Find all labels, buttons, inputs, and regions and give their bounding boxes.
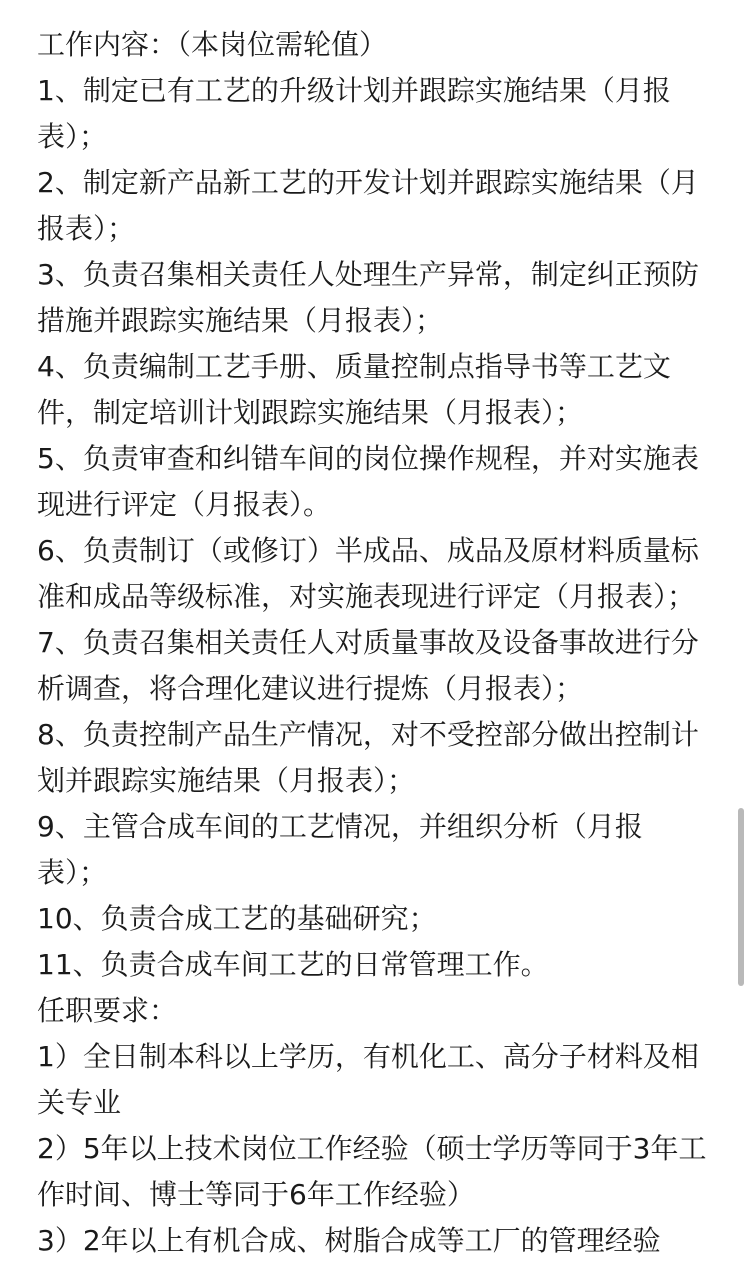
section-heading-requirements: 任职要求： <box>37 994 178 1027</box>
job-description-text <box>37 22 717 1264</box>
section-heading-job-content: 工作内容：（本岗位需轮值） <box>37 28 388 61</box>
text-line: 1）全日制本科以上学历，有机化工、高分子材料及相 <box>37 1040 699 1073</box>
text-line: 6、负责制订（或修订）半成品、成品及原材料质量标 <box>37 534 699 567</box>
text-line: 析调查，将合理化建议进行提炼（月报表）； <box>37 672 584 705</box>
text-line: 2、制定新产品新工艺的开发计划并跟踪实施结果（月 <box>37 166 699 199</box>
text-line: 表）； <box>37 120 108 153</box>
text-line: 准和成品等级标准，对实施表现进行评定（月报表）； <box>37 580 696 613</box>
text-line: 件，制定培训计划跟踪实施结果（月报表）； <box>37 396 584 429</box>
text-line: 报表）； <box>37 212 136 245</box>
text-line: 9、主管合成车间的工艺情况，并组织分析（月报 <box>37 810 643 843</box>
text-line: 关专业 <box>37 1086 122 1119</box>
text-line: 表）； <box>37 856 108 889</box>
text-line: 7、负责召集相关责任人对质量事故及设备事故进行分 <box>37 626 699 659</box>
scrollbar-thumb[interactable] <box>738 808 744 986</box>
text-line: 3）2年以上有机合成、树脂合成等工厂的管理经验 <box>37 1224 661 1257</box>
text-line: 2）5年以上技术岗位工作经验（硕士学历等同于3年工 <box>37 1132 707 1165</box>
text-line: 现进行评定（月报表）。 <box>37 488 332 521</box>
text-line: 11、负责合成车间工艺的日常管理工作。 <box>37 948 549 981</box>
text-line: 8、负责控制产品生产情况，对不受控部分做出控制计 <box>37 718 699 751</box>
text-line: 划并跟踪实施结果（月报表）； <box>37 764 416 797</box>
text-line: 3、负责召集相关责任人处理生产异常，制定纠正预防 <box>37 258 699 291</box>
text-line: 5、负责审查和纠错车间的岗位操作规程，并对实施表 <box>37 442 699 475</box>
text-line: 4、负责编制工艺手册、质量控制点指导书等工艺文 <box>37 350 671 383</box>
text-line: 作时间、博士等同于6年工作经验） <box>37 1178 475 1211</box>
text-line: 措施并跟踪实施结果（月报表）； <box>37 304 444 337</box>
text-line: 10、负责合成工艺的基础研究； <box>37 902 437 935</box>
text-line: 1、制定已有工艺的升级计划并跟踪实施结果（月报 <box>37 74 671 107</box>
